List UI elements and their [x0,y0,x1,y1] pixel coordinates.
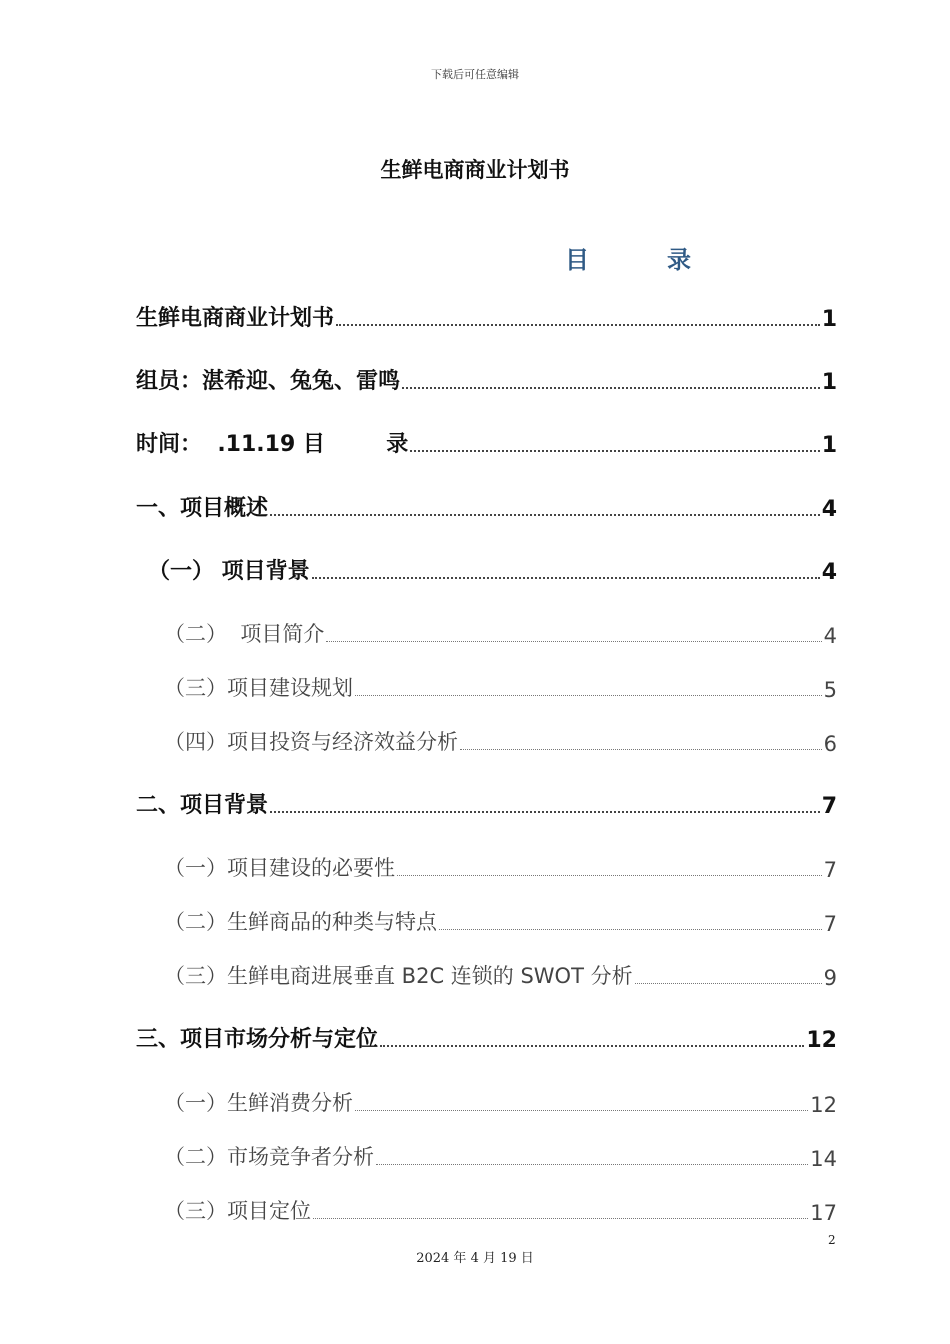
toc-entry-text: 时间： .11.19 目 录 [136,432,409,457]
toc-entry-page: 1 [821,307,837,332]
toc-entry-page: 1 [821,433,837,458]
toc-entry[interactable] [0,551,950,585]
toc-entry-text: 一、项目概述 [136,496,269,521]
toc-entry[interactable] [0,424,950,458]
toc-leader-dots [336,324,820,326]
toc-leader-dots [313,1218,808,1219]
toc-entry[interactable] [0,722,950,756]
toc-entry-text: （二）生鲜商品的种类与特点 [164,910,437,934]
toc-entry[interactable] [0,668,950,702]
toc-entry-page: 12 [810,1093,837,1117]
toc-entry-page: 7 [823,858,837,882]
toc-entry-page: 12 [806,1028,837,1053]
toc-leader-dots [402,387,820,389]
toc-leader-dots [355,1110,808,1111]
toc-leader-dots [312,577,820,579]
toc-entry[interactable] [0,1083,950,1117]
toc-leader-dots [635,983,822,984]
toc-entry-text: （一） 项目背景 [148,559,310,584]
toc-entry-page: 14 [810,1147,837,1171]
toc-leader-dots [376,1164,808,1165]
toc-entry[interactable] [0,1019,950,1053]
toc-leader-dots [355,695,822,696]
toc-entry-text: （一）生鲜消费分析 [164,1091,353,1115]
toc-entry[interactable] [0,298,950,332]
toc-leader-dots [326,641,821,642]
toc-leader-dots [270,811,820,813]
toc-entry[interactable] [0,361,950,395]
document-title: 生鲜电商商业计划书 [380,158,570,182]
toc-entry-text: 生鲜电商商业计划书 [136,306,335,331]
footer-date: 2024 年 4 月 19 日 [416,1251,534,1266]
toc-entry-text: （二） 项目简介 [164,622,325,646]
toc-leader-dots [460,749,822,750]
toc-entry-page: 4 [821,560,837,585]
toc-leader-dots [410,450,819,452]
toc-leader-dots [439,929,822,930]
toc-entry[interactable] [0,1137,950,1171]
toc-leader-dots [397,875,822,876]
toc-entry-text: （三）项目建设规划 [164,676,353,700]
toc-entry[interactable] [0,848,950,882]
toc-heading-left: 目 [565,246,589,274]
toc-entry[interactable] [0,902,950,936]
toc-leader-dots [270,514,820,516]
toc-entry-page: 7 [823,912,837,936]
toc-entry-page: 9 [823,966,837,990]
toc-entry[interactable] [0,785,950,819]
toc-entry-page: 4 [821,497,837,522]
toc-heading [565,240,691,275]
toc-entry-text: 二、项目背景 [136,793,269,818]
toc-leader-dots [380,1045,804,1047]
toc-entry-text: （四）项目投资与经济效益分析 [164,730,458,754]
toc-entry[interactable] [0,1191,950,1225]
toc-entry[interactable] [0,956,950,990]
toc-entry-page: 6 [823,732,837,756]
toc-entry-text: 三、项目市场分析与定位 [136,1027,379,1052]
toc-entry-text: （一）项目建设的必要性 [164,856,395,880]
toc-entry-page: 1 [821,370,837,395]
toc-entry-text: 组员：湛希迎、兔兔、雷鸣 [136,369,401,394]
toc-entry[interactable] [0,614,950,648]
page-header: 下载后可任意编辑 [431,68,519,81]
page-number: 2 [828,1233,836,1247]
toc-heading-right: 录 [667,246,691,274]
toc-entry-text: （二）市场竞争者分析 [164,1145,374,1169]
toc-entry[interactable] [0,488,950,522]
toc-entry-page: 7 [821,794,837,819]
toc-entry-page: 5 [823,678,837,702]
toc-entry-page: 4 [823,624,837,648]
toc-entry-text: （三）项目定位 [164,1199,311,1223]
toc-entry-page: 17 [810,1201,837,1225]
toc-entry-text: （三）生鲜电商进展垂直 B2C 连锁的 SWOT 分析 [164,964,633,988]
